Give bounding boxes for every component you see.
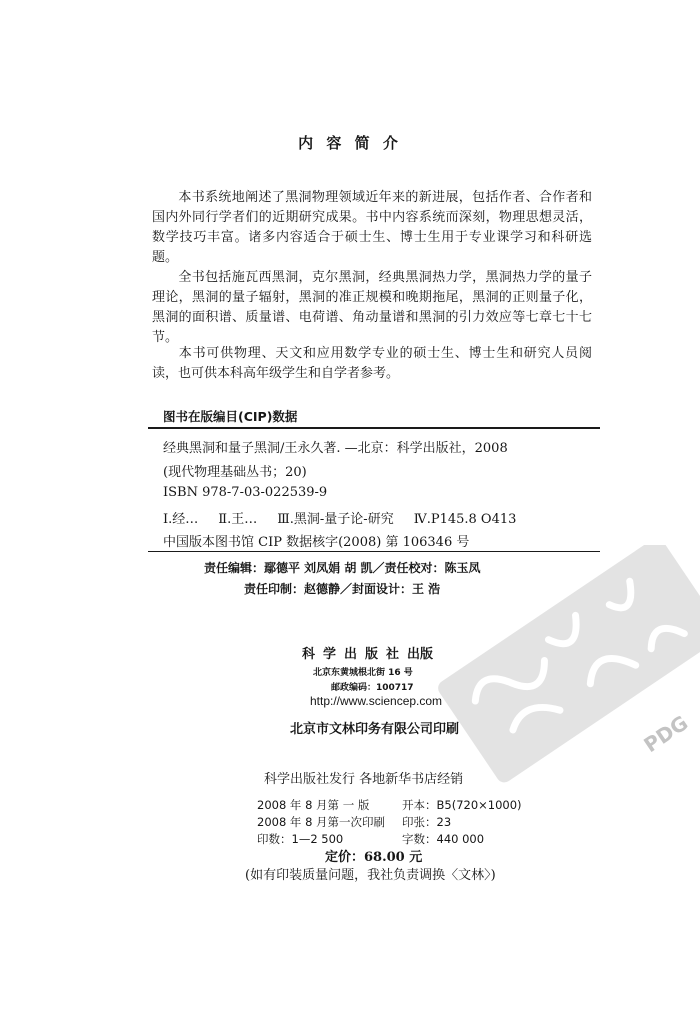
- printer-line: 北京市文林印务有限公司印刷: [290, 722, 460, 737]
- spec-words: 字数：440 000: [402, 832, 485, 846]
- summary-paragraph-3: 本书可供物理、天文和应用数学专业的硕士生、博士生和研究人员阅读，也可供本科高年级学生和自学者参考。: [152, 346, 592, 381]
- cip-series-line: (现代物理基础丛书；20): [163, 465, 307, 480]
- cip-isbn-line: ISBN 978-7-03-022539-9: [163, 485, 328, 500]
- publisher-name-suffix: 出版: [407, 647, 434, 662]
- publisher-address: 北京东黄城根北街 16 号: [313, 668, 413, 678]
- spec-copies: 印数：1—2 500: [257, 832, 344, 846]
- cip-class-3: Ⅲ.黑洞-量子论-研究: [277, 512, 394, 527]
- spec-edition: 2008 年 8 月第 一 版: [257, 798, 370, 812]
- spec-sheets: 印张：23: [402, 815, 452, 829]
- price: 定价：68.00 元: [325, 850, 423, 865]
- cip-class-4: Ⅳ.P145.8 O413: [413, 512, 517, 527]
- summary-title: 内 容 简 介: [298, 134, 402, 152]
- cip-class-1: Ⅰ.经…: [163, 512, 199, 527]
- credits-editors: 责任编辑：鄢德平 刘凤娟 胡 凯／责任校对：陈玉凤: [204, 561, 481, 575]
- cip-record-line: 中国版本图书馆 CIP 数据核字(2008) 第 106346 号: [163, 535, 470, 550]
- cip-class-2: Ⅱ.王…: [218, 512, 258, 527]
- publisher-url: http://www.sciencep.com: [310, 694, 443, 708]
- distribution-line: 科学出版社发行 各地新华书店经销: [264, 772, 464, 787]
- publisher-name: [302, 643, 433, 662]
- cip-title-line: 经典黑洞和量子黑洞/王永久著. —北京：科学出版社，2008: [163, 441, 508, 456]
- spec-printing: 2008 年 8 月第一次印刷: [257, 815, 386, 829]
- summary-paragraph-1: 本书系统地阐述了黑洞物理领域近年来的新进展，包括作者、合作者和国内外同行学者们的近期研究成果。书中内容系统而深刻，物理思想灵活，数学技巧丰富。诸多内容适合于硕士生、博士生用于专业课学习和科研选题。: [152, 190, 592, 265]
- summary-paragraph-2: 全书包括施瓦西黑洞，克尔黑洞，经典黑洞热力学，黑洞热力学的量子理论，黑洞的量子辐射，黑洞的准正规模和晚期拖尾，黑洞的正则量子化，黑洞的面积谱、质量谱、电荷谱、角动量谱和黑洞的引力效应等七章七十七节。: [152, 270, 592, 345]
- watermark-seal: [430, 545, 700, 795]
- publisher-name-main: 科学出版社: [302, 647, 408, 662]
- cip-classification-line: [163, 508, 536, 527]
- cip-top-rule: [148, 427, 600, 429]
- watermark-text: PDG: [639, 710, 693, 758]
- quality-note: (如有印装质量问题，我社负责调换〈文林〉): [245, 868, 496, 883]
- cip-heading: 图书在版编目(CIP)数据: [163, 409, 298, 424]
- publisher-postcode: 邮政编码：100717: [331, 683, 414, 693]
- credits-production: 责任印制：赵德静／封面设计：王 浩: [244, 582, 441, 596]
- spec-format: 开本：B5(720×1000): [402, 798, 522, 812]
